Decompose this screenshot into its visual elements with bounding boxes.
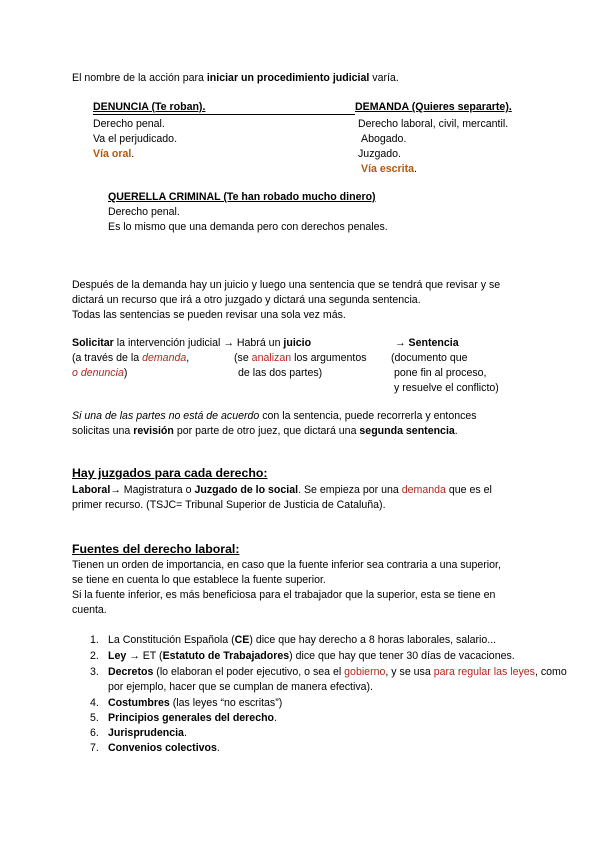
fuentes-line-4: cuenta. [72, 604, 107, 616]
flow-col2-line-1: (se analizan los argumentos [234, 352, 367, 364]
flow-col3-line-2: (documento que [391, 352, 468, 364]
denuncia-title-row [93, 101, 355, 115]
fuentes-line-2: se tiene en cuenta lo que establece la fuente superior. [72, 574, 326, 586]
denuncia-title: DENUNCIA (Te roban). [93, 101, 206, 113]
list-item: 3. Decretos (lo elaboran el poder ejecutivo, o sea el gobierno, y se usa para regular las leyes, como por ejemplo, hacer que se cumplan de manera efectiva). [90, 666, 567, 693]
demanda-line-2: Abogado. [361, 133, 407, 145]
intro-line: El nombre de la acción para iniciar un procedimiento judicial varía. [72, 72, 399, 84]
denuncia-via: Vía oral. [93, 148, 135, 160]
flow-col1-line-1: Solicitar la intervención judicial → Habrá un juicio [72, 337, 312, 349]
paragraph1-line-3: Todas las sentencias se pueden revisar una sola vez más. [72, 309, 346, 321]
list-item: 7. Convenios colectivos. [90, 742, 220, 754]
paragraph1-line-2: dictará un recurso que irá a otro juzgado y dictará una segunda sentencia. [72, 294, 421, 306]
flow-col1-line-2: (a través de la demanda, [72, 352, 190, 364]
demanda-title-row [355, 101, 512, 114]
paragraph1-line-1: Después de la demanda hay un juicio y luego una sentencia que se tendrá que revisar y se [72, 279, 501, 291]
juzgados-line-1: Laboral→ Magistratura o Juzgado de lo social. Se empieza por una demanda que es el [72, 484, 492, 496]
paragraph2-line-1: Si una de las partes no está de acuerdo con la sentencia, puede recorrerla y entonces [72, 410, 477, 422]
denuncia-line-1: Derecho penal. [93, 118, 165, 130]
list-item: 5. Principios generales del derecho. [90, 712, 277, 724]
querella-line-2: Es lo mismo que una demanda pero con derechos penales. [108, 221, 388, 233]
flow-col3-line-4: y resuelve el conflicto) [394, 382, 499, 394]
demanda-via: Vía escrita. [361, 163, 417, 175]
flow-col3-line-1: → Sentencia [395, 337, 459, 349]
denuncia-line-2: Va el perjudicado. [93, 133, 178, 145]
juzgados-line-2: primer recurso. (TSJC= Tribunal Superior de Justicia de Cataluña). [72, 499, 386, 511]
fuentes-list [72, 633, 570, 756]
fuentes-line-1: Tienen un orden de importancia, en caso que la fuente inferior sea contraria a una superior, [72, 559, 501, 571]
list-item: 4. Costumbres (las leyes “no escritas”) [90, 697, 283, 709]
flow-col1-line-3: o denuncia) [72, 367, 128, 379]
querella-title: QUERELLA CRIMINAL (Te han robado mucho dinero) [108, 191, 376, 203]
flow-col2-line-2: de las dos partes) [238, 367, 323, 379]
querella-line-1: Derecho penal. [108, 206, 180, 218]
fuentes-heading: Fuentes del derecho laboral: [72, 542, 240, 556]
list-item: 2. Ley → ET (Estatuto de Trabajadores) dice que hay que tener 30 días de vacaciones. [90, 650, 515, 662]
paragraph2-line-2: solicitas una revisión por parte de otro juez, que dictará una segunda sentencia. [72, 425, 458, 437]
list-item: 1. La Constitución Española (CE) dice que hay derecho a 8 horas laborales, salario... [90, 634, 497, 646]
fuentes-line-3: Si la fuente inferior, es más beneficiosa para el trabajador que la superior, esta se tiene en [72, 589, 496, 601]
juzgados-heading: Hay juzgados para cada derecho: [72, 466, 268, 480]
demanda-line-3: Juzgado. [358, 148, 401, 160]
flow-col3-line-3: pone fin al proceso, [394, 367, 487, 379]
demanda-line-1: Derecho laboral, civil, mercantil. [358, 118, 509, 130]
demanda-title: DEMANDA (Quieres separarte). [355, 101, 512, 113]
list-item: 6. Jurisprudencia. [90, 727, 187, 739]
